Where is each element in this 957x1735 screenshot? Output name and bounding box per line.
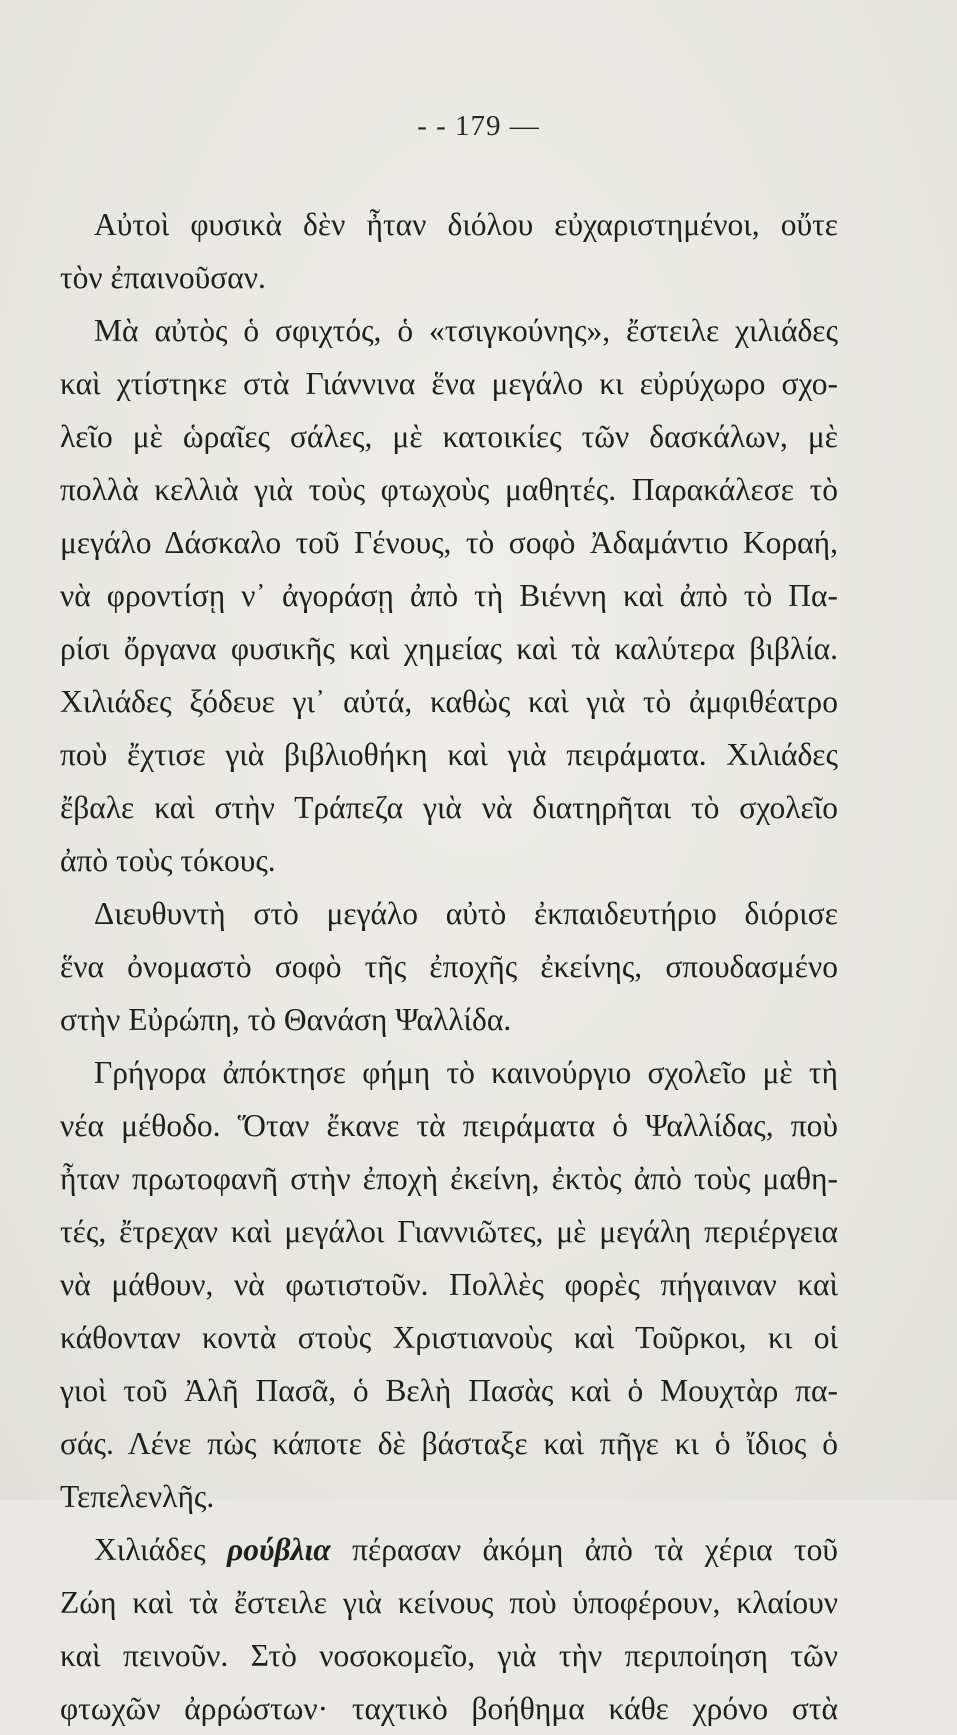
text-line: ρίσι ὄργανα φυσικῆς καὶ χημείας καὶ τὰ καλύτερα βιβλία. (60, 631, 838, 666)
text-line: μεγάλο Δάσκαλο τοῦ Γένους, τὸ σοφὸ Ἀδαμάντιο Κοραή, (60, 525, 838, 560)
text-line: Χιλιάδες ξόδευε γι᾽ αὐτά, καθὼς καὶ γιὰ τὸ ἀμφιθέατρο (60, 684, 838, 719)
text-segment: πέρασαν ἀκόμη ἀπὸ τὰ χέρια τοῦ (352, 1532, 838, 1567)
text-line: πολλὰ κελλιὰ γιὰ τοὺς φτωχοὺς μαθητές. Παρακάλεσε τὸ (60, 472, 838, 507)
page-number: - - 179 — (417, 110, 540, 142)
text-line-with-emphasis (60, 1523, 838, 1576)
text-line: νὰ φροντίσῃ ν᾽ ἀγοράσῃ ἀπὸ τὴ Βιέννη καὶ ἀπὸ τὸ Πα- (60, 578, 838, 613)
text-line: φτωχῶν ἀρρώστων· ταχτικὸ βοήθημα κάθε χρόνο στὰ (60, 1691, 838, 1726)
text-line: τὸν ἐπαινοῦσαν. (60, 260, 266, 295)
text-line: ἕνα ὀνομαστὸ σοφὸ τῆς ἐποχῆς ἐκείνης, σπουδασμένο (60, 949, 838, 984)
text-line: Διευθυντὴ στὸ μεγάλο αὐτὸ ἐκπαιδευτήριο διόρισε (94, 896, 838, 931)
text-line: τές, ἔτρεχαν καὶ μεγάλοι Γιαννιῶτες, μὲ μεγάλη περιέργεια (60, 1214, 838, 1249)
text-line: γιοὶ τοῦ Ἀλῆ Πασᾶ, ὁ Βελὴ Πασὰς καὶ ὁ Μουχτὰρ πα- (60, 1373, 838, 1408)
text-line: ποὺ ἔχτισε γιὰ βιβλιοθήκη καὶ γιὰ πειράματα. Χιλιάδες (60, 737, 838, 772)
text-line: Γρήγορα ἀπόκτησε φήμη τὸ καινούργιο σχολεῖο μὲ τὴ (94, 1055, 838, 1090)
body-text (60, 198, 838, 1735)
text-line: λεῖο μὲ ὡραῖες σάλες, μὲ κατοικίες τῶν δασκάλων, μὲ (60, 419, 838, 454)
text-line: ἀπὸ τοὺς τόκους. (60, 843, 276, 878)
text-line: ἦταν πρωτοφανῆ στὴν ἐποχὴ ἐκείνη, ἐκτὸς ἀπὸ τοὺς μαθη- (60, 1161, 838, 1196)
text-line: Αὐτοὶ φυσικὰ δὲν ἦταν διόλου εὐχαριστημένοι, οὔτε (94, 207, 838, 242)
text-line: κάθονταν κοντὰ στοὺς Χριστιανοὺς καὶ Τοῦρκοι, κι οἱ (60, 1320, 838, 1355)
text-line: Τεπελενλῆς. (60, 1479, 215, 1514)
text-line: σάς. Λένε πὼς κάποτε δὲ βάσταξε καὶ πῆγε κι ὁ ἴδιος ὁ (60, 1426, 838, 1461)
text-line: Μὰ αὐτὸς ὁ σφιχτός, ὁ «τσιγκούνης», ἔστειλε χιλιάδες (94, 313, 838, 348)
text-line: Ζώη καὶ τὰ ἔστειλε γιὰ κείνους ποὺ ὑποφέρουν, κλαίουν (60, 1585, 838, 1620)
text-line: καὶ πεινοῦν. Στὸ νοσοκομεῖο, γιὰ τὴν περιποίηση τῶν (60, 1638, 838, 1673)
text-line: νέα μέθοδο. Ὅταν ἔκανε τὰ πειράματα ὁ Ψαλλίδας, ποὺ (60, 1108, 838, 1143)
text-line: καὶ χτίστηκε στὰ Γιάννινα ἕνα μεγάλο κι εὐρύχωρο σχο- (60, 366, 838, 401)
text-line: στὴν Εὐρώπη, τὸ Θανάση Ψαλλίδα. (60, 1002, 512, 1037)
text-line: νὰ μάθουν, νὰ φωτιστοῦν. Πολλὲς φορὲς πήγαιναν καὶ (60, 1267, 838, 1302)
text-line: ἔβαλε καὶ στὴν Τράπεζα γιὰ νὰ διατηρῆται τὸ σχολεῖο (60, 790, 838, 825)
emphasized-word: ρούβλια (227, 1532, 331, 1567)
text-segment: Χιλιάδες (94, 1532, 206, 1567)
